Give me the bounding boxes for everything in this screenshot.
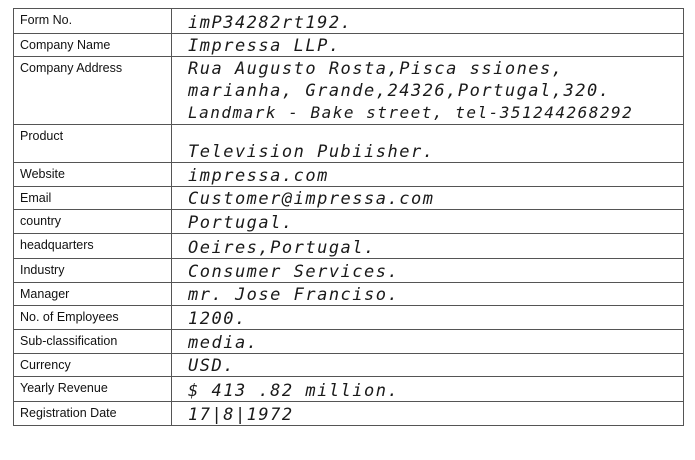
form-row-email: [14, 187, 684, 210]
company-name-value: Impressa LLP.: [172, 34, 684, 57]
form-row-country: [14, 210, 684, 234]
form-row-headquarters: [14, 234, 684, 259]
headquarters-value: Oeires,Portugal.: [172, 234, 684, 259]
form-row-company-address: [14, 57, 684, 125]
form-row-currency: [14, 354, 684, 377]
form-row-employees: [14, 306, 684, 330]
employees-value: 1200.: [172, 306, 684, 330]
field-label: Email: [14, 187, 172, 210]
field-label: Sub-classification: [14, 330, 172, 354]
sub-classification-value: media.: [172, 330, 684, 354]
field-label: Form No.: [14, 9, 172, 34]
field-label: Yearly Revenue: [14, 377, 172, 402]
website-value: impressa.com: [172, 163, 684, 187]
company-address-value: [172, 57, 684, 125]
form-row-industry: [14, 259, 684, 283]
field-label: headquarters: [14, 234, 172, 259]
form-row-company-name: [14, 34, 684, 57]
country-value: Portugal.: [172, 210, 684, 234]
field-label: Company Address: [14, 57, 172, 125]
industry-value: Consumer Services.: [172, 259, 684, 283]
field-label: Registration Date: [14, 402, 172, 426]
address-line-2: marianha, Grande,24326,Portugal,320.: [188, 81, 611, 101]
currency-value: USD.: [172, 354, 684, 377]
address-line-1: Rua Augusto Rosta,Pisca ssiones,: [188, 59, 564, 79]
field-label: country: [14, 210, 172, 234]
field-label: Website: [14, 163, 172, 187]
registration-date-value: 17|8|1972: [172, 402, 684, 426]
field-label: Product: [14, 125, 172, 163]
address-line-3: Landmark - Bake street, tel-351244268292: [188, 103, 634, 122]
form-row-product: [14, 125, 684, 163]
field-label: Currency: [14, 354, 172, 377]
form-row-website: [14, 163, 684, 187]
manager-value: mr. Jose Franciso.: [172, 283, 684, 306]
field-label: No. of Employees: [14, 306, 172, 330]
form-row-form-no: [14, 9, 684, 34]
email-value: Customer@impressa.com: [172, 187, 684, 210]
form-no-value: imP34282rt192.: [172, 9, 684, 34]
yearly-revenue-value: $ 413 .82 million.: [172, 377, 684, 402]
product-value: Television Pubiisher.: [172, 125, 684, 163]
form-row-manager: [14, 283, 684, 306]
field-label: Manager: [14, 283, 172, 306]
registration-form: [13, 8, 684, 426]
form-row-sub-classification: [14, 330, 684, 354]
form-row-registration-date: [14, 402, 684, 426]
field-label: Company Name: [14, 34, 172, 57]
field-label: Industry: [14, 259, 172, 283]
form-row-yearly-revenue: [14, 377, 684, 402]
